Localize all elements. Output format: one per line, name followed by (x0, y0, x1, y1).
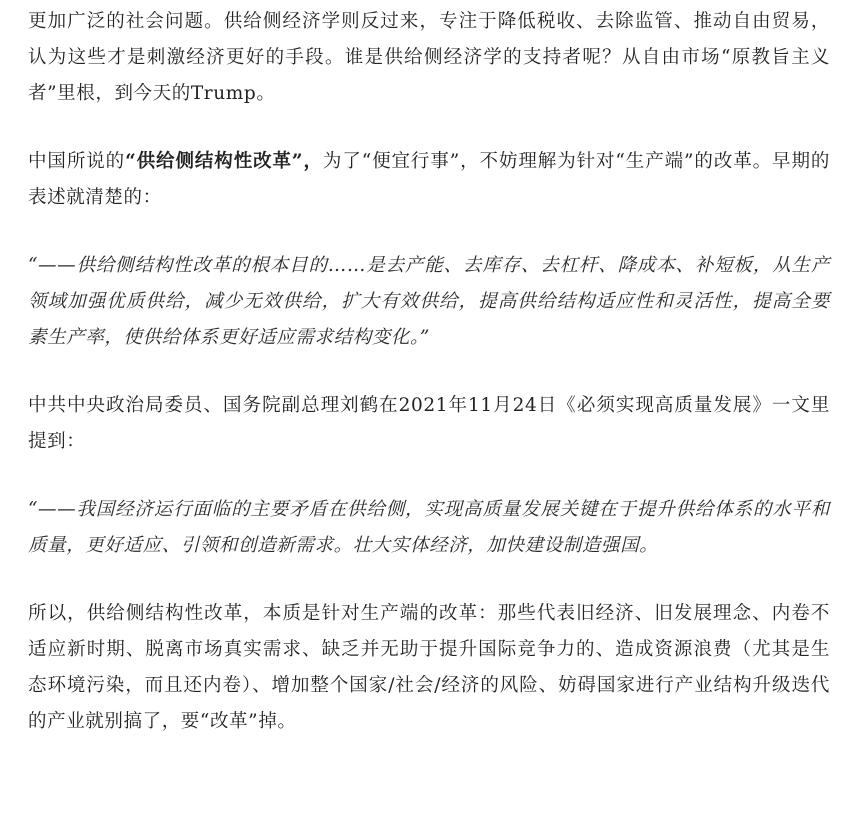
paragraph-china-reform (28, 144, 830, 216)
paragraph-text: 为了“便宜行事”，不妨理解为针对“生产端”的改革。早期的表述就清楚的： (28, 151, 830, 208)
bold-term: “供给侧结构性改革”， (125, 151, 323, 172)
paragraph-supply-side-economics: 更加广泛的社会问题。供给侧经济学则反过来，专注于降低税收、去除监管、推动自由贸易，认为这些才是刺激经济更好的手段。谁是供给侧经济学的支持者呢？从自由市场“原教旨主义者”里根，到今天的Trump。 (28, 11, 830, 104)
paragraph-text: 中国所说的 (28, 151, 126, 172)
quote-reform-purpose: “——供给侧结构性改革的根本目的……是去产能、去库存、去杠杆、降成本、补短板，从生产领域加强优质供给，减少无效供给，扩大有效供给，提高供给结构适应性和灵活性，提高全要素生产率，使供给体系更好适应需求结构变化。” (28, 255, 830, 348)
paragraph-conclusion: 所以，供给侧结构性改革，本质是针对生产端的改革：那些代表旧经济、旧发展理念、内卷不适应新时期、脱离市场真实需求、缺乏并无助于提升国际竞争力的、造成资源浪费（尤其是生态环境污染，而且还内卷）、增加整个国家/社会/经济的风险、妨碍国家进行产业结构升级迭代的产业就别搞了，要“改革”掉。 (28, 603, 830, 732)
quote-liu-he: “——我国经济运行面临的主要矛盾在供给侧，实现高质量发展关键在于提升供给体系的水平和质量，更好适应、引领和创造新需求。壮大实体经济，加快建设制造强国。 (28, 499, 830, 556)
paragraph-liu-he: 中共中央政治局委员、国务院副总理刘鹤在2021年11月24日《必须实现高质量发展》一文里提到： (28, 395, 830, 452)
